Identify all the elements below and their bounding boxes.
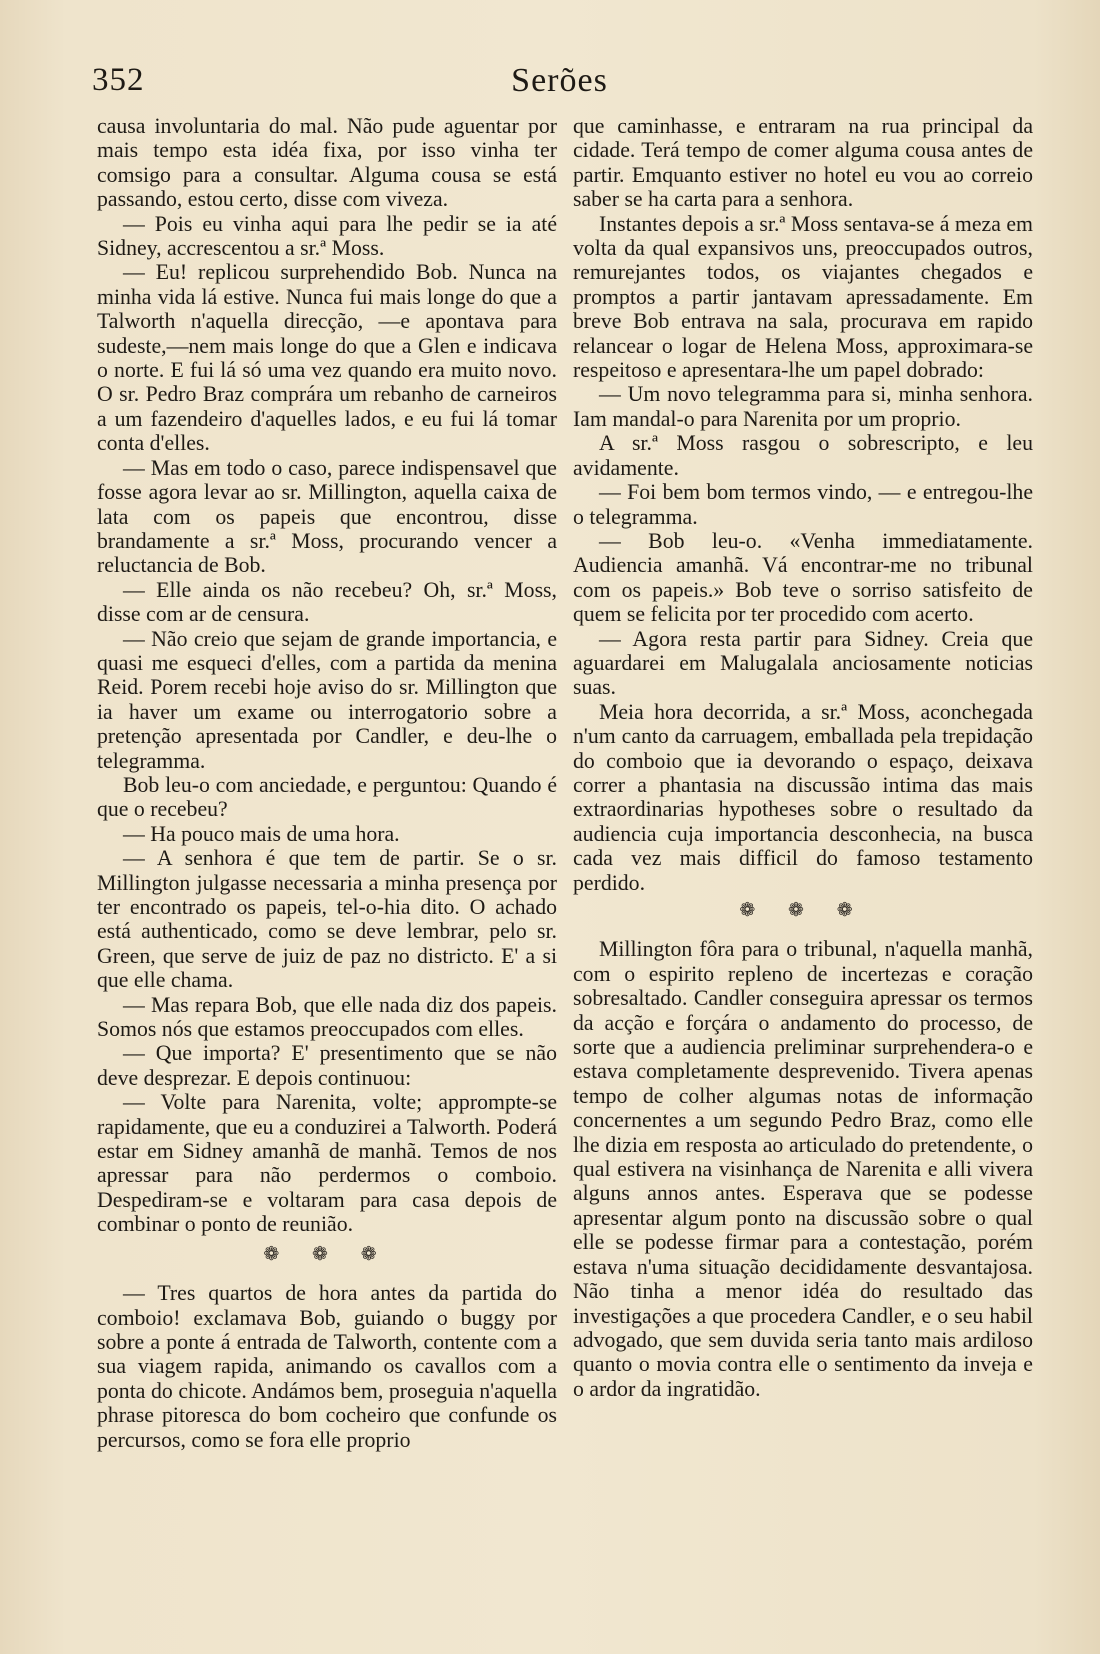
paragraph: — Foi bem bom termos vindo, — e entregou-lhe o telegramma. — [573, 480, 1033, 529]
paragraph: — Agora resta partir para Sidney. Creia que aguardarei em Malugalala anciosamente noticias suas. — [573, 626, 1033, 700]
paragraph: — Que importa? E' presentimento que se não deve desprezar. E depois continuou: — [97, 1041, 557, 1090]
left-section-2 — [97, 1281, 557, 1452]
paragraph: Bob leu-o com anciedade, e perguntou: Quando é que o recebeu? — [97, 772, 557, 822]
page-header — [92, 62, 1027, 108]
section-divider: ❁ ❁ ❁ — [263, 1243, 391, 1265]
paragraph: — Mas em todo o caso, parece indispensavel que fosse agora levar ao sr. Millington, aquella caixa de lata com os papeis que encontrou, disse brandamente a sr.ª Moss, procurando vencer a reluctancia de Bob. — [97, 455, 557, 578]
running-title: Serões — [511, 62, 608, 99]
paragraph: Meia hora decorrida, a sr.ª Moss, aconchegada n'um canto da carruagem, emballada pela trepidação do comboio que ia devorando o espaço, deixava correr a phantasia na discussão intima das mais extraordinarias hypotheses sobre o resultado da audiencia cuja importancia desconhecia, na busca cada vez mais difficil do famoso testamento perdido. — [573, 699, 1033, 895]
paragraph: A sr.ª Moss rasgou o sobrescripto, e leu avidamente. — [573, 431, 1033, 480]
paragraph: causa involuntaria do mal. Não pude aguentar por mais tempo esta idéa fixa, por isso vinha ter comsigo para a consultar. Alguma cousa se está passando, estou certo, disse com viveza. — [97, 114, 557, 212]
paragraph: Millington fôra para o tribunal, n'aquella manhã, com o espirito repleno de incertezas e coração sobresaltado. Candler conseguira apressar os termos da acção e forçára o andamento do processo, de sorte que a audiencia preliminar surprehendera-o e estava completamente desprevenido. Tivera apenas tempo de colher algumas notas de informação concernentes a um segundo Pedro Braz, como elle lhe dizia em resposta ao articulado do pretendente, o qual estivera na visinhança de Narenita e alli vivera alguns annos antes. Esperava que se podesse apresentar algum ponto na discussão sobre o qual elle se podesse firmar para a contestação, porém estava n'uma situação decididamente desvantajosa. Não tinha a menor idéa do resultado das investigações a que procedera Candler, e o seu habil advogado, que sem duvida seria tanto mais ardiloso quanto o movia contra elle o sentimento da inveja e o ardor da ingratidão. — [573, 937, 1033, 1401]
section-divider: ❁ ❁ ❁ — [739, 900, 867, 921]
paragraph: — Elle ainda os não recebeu? Oh, sr.ª Moss, disse com ar de censura. — [97, 577, 557, 627]
right-column — [573, 114, 1033, 1401]
paragraph: — A senhora é que tem de partir. Se o sr. Millington julgasse necessaria a minha presença por ter encontrado os papeis, tel-o-hia dito. O achado está authenticado, como se deve lembrar, pelo sr. Green, que serve de juiz de paz no districto. E' a si que elle chama. — [97, 846, 557, 993]
paragraph: Instantes depois a sr.ª Moss sentava-se á meza em volta da qual expansivos uns, preoccupados outros, remurejantes todos, os viajantes chegados e promptos a partir jantavam apressadamente. Em breve Bob entrava na sala, procurava em rapido relancear o logar de Helena Moss, approximara-se respeitoso e apresentara-lhe um papel dobrado: — [573, 211, 1033, 383]
paragraph: — Volte para Narenita, volte; apprompte-se rapidamente, que eu a conduzirei a Talworth. Poderá estar em Sidney amanhã de manhã. Temos de nos apressar para não perdermos o comboio. Despediram-se e voltaram para casa depois de combinar o ponto de reunião. — [97, 1090, 557, 1237]
right-section-1 — [573, 114, 1033, 895]
right-section-2 — [573, 937, 1033, 1401]
page-number: 352 — [92, 62, 145, 98]
paragraph: — Não creio que sejam de grande importancia, e quasi me esqueci d'elles, com a partida da menina Reid. Porem recebi hoje aviso do sr. Millington que ia haver um exame ou interrogatorio sobre a pretenção apresentada por Candler, e deu-lhe o telegramma. — [97, 626, 557, 773]
paragraph: — Pois eu vinha aqui para lhe pedir se ia até Sidney, accrescentou a sr.ª Moss. — [97, 211, 557, 261]
paragraph: — Um novo telegramma para si, minha senhora. Iam mandal-o para Narenita por um proprio. — [573, 382, 1033, 431]
paragraph: que caminhasse, e entraram na rua principal da cidade. Terá tempo de comer alguma cousa antes de partir. Emquanto estiver no hotel eu vou ao correio saber se ha carta para a senhora. — [573, 114, 1033, 212]
left-section-1 — [97, 114, 557, 1237]
paragraph: — Tres quartos de hora antes da partida do comboio! exclamava Bob, guiando o buggy por sobre a ponte á entrada de Talworth, contente com a sua viagem rapida, animando os cavallos com a ponta do chicote. Andámos bem, proseguia n'aquella phrase pitoresca do bom cocheiro que confunde os percursos, como se fora elle proprio — [97, 1281, 557, 1452]
paragraph: — Ha pouco mais de uma hora. — [123, 821, 400, 846]
left-column — [97, 114, 557, 1452]
paragraph: — Eu! replicou surprehendido Bob. Nunca na minha vida lá estive. Nunca fui mais longe do que a Talworth n'aquella direcção, —e apontava para sudeste,—nem mais longe do que a Glen e indicava o norte. E fui lá só uma vez quando era muito novo. O sr. Pedro Braz comprára um rebanho de carneiros a um fazendeiro d'aquelles lados, e eu fui lá tomar conta d'elles. — [97, 260, 557, 456]
paragraph: — Bob leu-o. «Venha immediatamente. Audiencia amanhã. Vá encontrar-me no tribunal com os papeis.» Bob teve o sorriso satisfeito de quem se felicita por ter procedido com acerto. — [573, 528, 1033, 627]
paragraph: — Mas repara Bob, que elle nada diz dos papeis. Somos nós que estamos preoccupados com elles. — [97, 992, 557, 1042]
